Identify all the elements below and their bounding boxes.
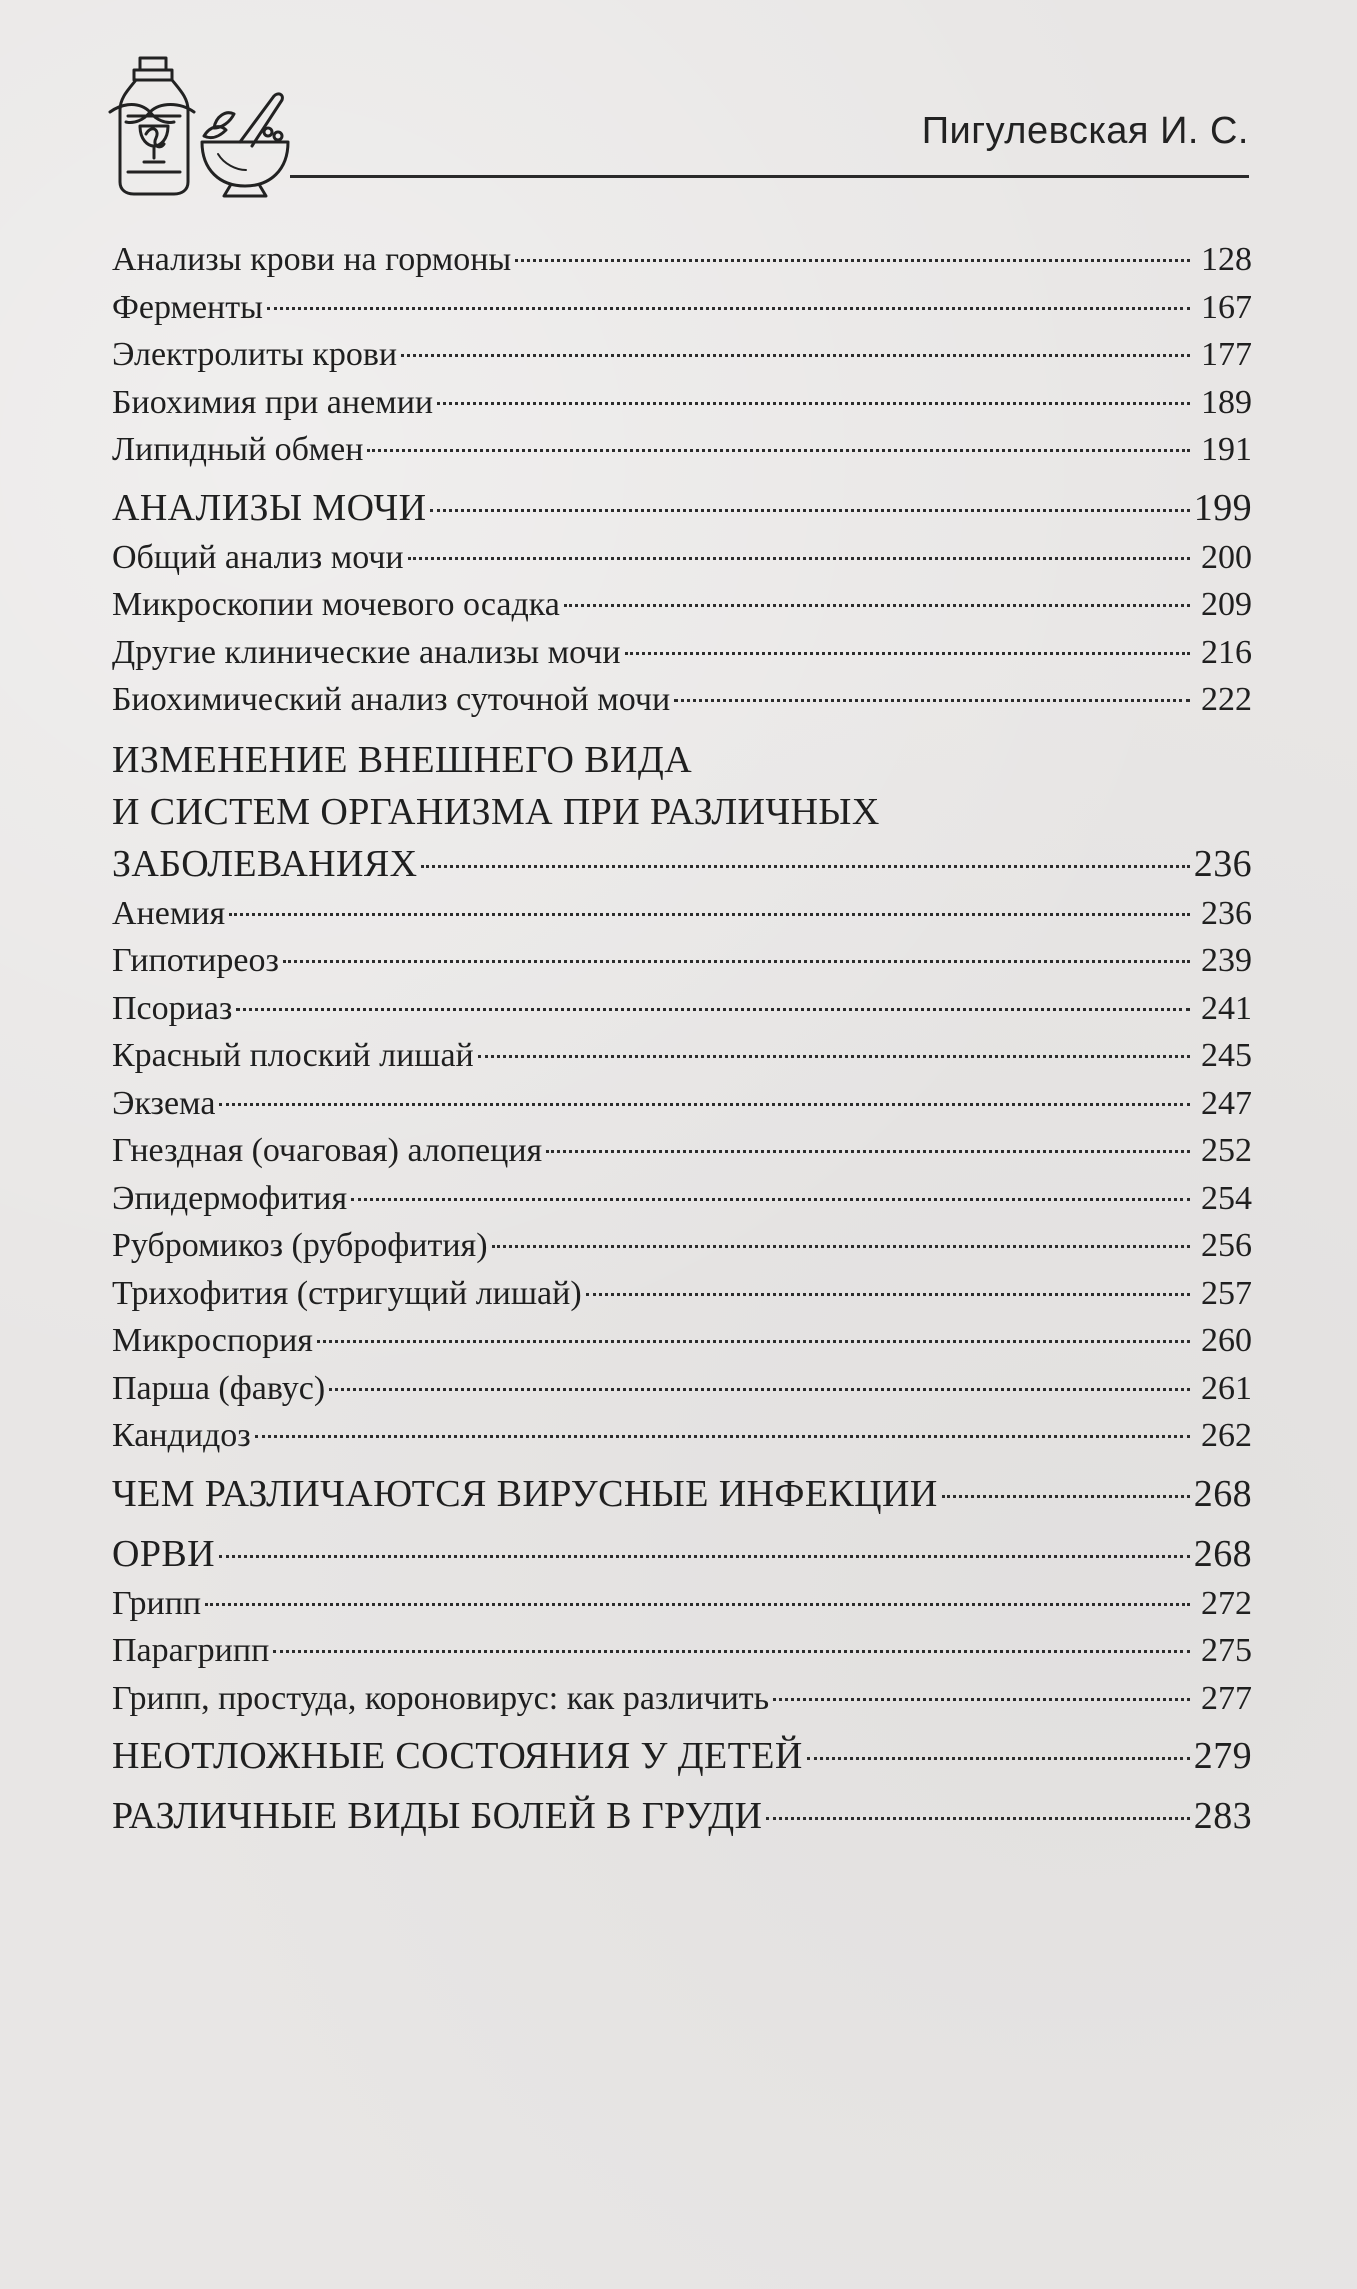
- toc-leader: [421, 865, 1189, 868]
- toc-item: [112, 1032, 1252, 1080]
- toc-item-title: Липидный обмен: [112, 431, 364, 468]
- toc-item-page: 256: [1201, 1227, 1252, 1264]
- toc-item-page: 236: [1201, 894, 1252, 932]
- toc-leader: [219, 1103, 1190, 1106]
- toc-leader: [255, 1435, 1190, 1438]
- toc-item: [112, 426, 1252, 474]
- toc-item-page: 245: [1201, 1037, 1252, 1074]
- toc-section-page: 236: [1193, 842, 1252, 885]
- toc-section-title: ЧЕМ РАЗЛИЧАЮТСЯ ВИРУСНЫЕ ИНФЕКЦИИ: [112, 1472, 938, 1515]
- toc-item-page: 128: [1201, 241, 1252, 278]
- toc-section-page: 283: [1193, 1795, 1252, 1837]
- toc-item-page: 261: [1201, 1369, 1252, 1407]
- toc-item-page: 257: [1201, 1274, 1252, 1312]
- toc-leader: [546, 1150, 1190, 1153]
- toc-leader: [766, 1817, 1189, 1820]
- toc-leader: [219, 1555, 1190, 1558]
- toc-leader: [437, 402, 1190, 405]
- toc-leader: [773, 1698, 1190, 1701]
- toc-section-title: ОРВИ: [112, 1532, 215, 1575]
- toc-item-title: Рубромикоз (руброфития): [112, 1227, 488, 1264]
- toc-leader: [942, 1495, 1190, 1498]
- toc-item-page: 252: [1201, 1132, 1252, 1169]
- toc-leader: [625, 652, 1190, 655]
- toc-section-last-line: [112, 838, 1252, 890]
- toc-item-page: 272: [1201, 1584, 1252, 1622]
- header-rule: [290, 175, 1249, 178]
- toc-item: [112, 331, 1252, 379]
- toc-leader: [478, 1055, 1190, 1058]
- toc-item-title: Псориаз: [112, 989, 233, 1027]
- toc-item: [112, 1412, 1252, 1460]
- toc-item: [112, 1317, 1252, 1365]
- toc-section-title: НЕОТЛОЖНЫЕ СОСТОЯНИЯ У ДЕТЕЙ: [112, 1735, 803, 1777]
- toc-section-title-line3: ЗАБОЛЕВАНИЯХ: [112, 842, 418, 885]
- toc-item-page: 177: [1201, 336, 1252, 373]
- toc-section-page: 279: [1193, 1735, 1252, 1777]
- toc-item-title: Кандидоз: [112, 1417, 251, 1454]
- toc-item-page: 167: [1201, 288, 1252, 326]
- toc-item-title: Парша (фавус): [112, 1369, 326, 1407]
- table-of-contents: [112, 236, 1252, 1842]
- toc-item: [112, 581, 1252, 629]
- toc-item: [112, 1270, 1252, 1318]
- toc-section: [112, 1730, 1252, 1782]
- toc-item: [112, 1080, 1252, 1128]
- toc-item-page: 260: [1201, 1322, 1252, 1359]
- toc-leader: [430, 509, 1189, 512]
- toc-item-title: Другие клинические анализы мочи: [112, 633, 621, 671]
- toc-leader: [586, 1293, 1190, 1296]
- toc-leader: [329, 1388, 1190, 1391]
- toc-item: [112, 890, 1252, 938]
- toc-item-title: Биохимия при анемии: [112, 383, 434, 421]
- toc-section: [112, 1790, 1252, 1842]
- toc-item-page: 277: [1201, 1679, 1252, 1717]
- toc-leader: [401, 354, 1190, 357]
- toc-item: [112, 236, 1252, 284]
- toc-item-title: Микроспория: [112, 1322, 313, 1359]
- toc-item: [112, 629, 1252, 677]
- toc-item-title: Красный плоский лишай: [112, 1037, 474, 1074]
- toc-section-page: 199: [1193, 486, 1252, 529]
- toc-leader: [807, 1757, 1190, 1760]
- toc-leader: [351, 1198, 1190, 1201]
- toc-item: [112, 534, 1252, 582]
- toc-item-title: Анемия: [112, 894, 226, 932]
- toc-section-multiline: [112, 734, 1252, 890]
- toc-item-page: 222: [1201, 681, 1252, 718]
- toc-item: [112, 1365, 1252, 1413]
- toc-item-page: 241: [1201, 989, 1252, 1027]
- toc-item-title: Ферменты: [112, 288, 263, 326]
- toc-item-page: 189: [1201, 383, 1252, 421]
- toc-item-title: Микроскопии мочевого осадка: [112, 586, 560, 623]
- toc-item: [112, 1675, 1252, 1723]
- toc-item-title: Общий анализ мочи: [112, 538, 404, 576]
- toc-item-page: 239: [1201, 942, 1252, 979]
- toc-item-page: 262: [1201, 1417, 1252, 1454]
- toc-leader: [229, 913, 1190, 916]
- toc-section-page: 268: [1193, 1532, 1252, 1575]
- toc-leader: [367, 449, 1190, 452]
- toc-leader: [283, 960, 1190, 963]
- toc-item: [112, 937, 1252, 985]
- toc-section: [112, 482, 1252, 534]
- toc-item-title: Анализы крови на гормоны: [112, 241, 512, 278]
- toc-item-page: 216: [1201, 633, 1252, 671]
- toc-item-page: 254: [1201, 1179, 1252, 1217]
- toc-item-title: Биохимический анализ суточной мочи: [112, 681, 671, 718]
- running-head-author: Пигулевская И. С.: [921, 110, 1249, 152]
- toc-item: [112, 284, 1252, 332]
- toc-section-page: 268: [1193, 1472, 1252, 1515]
- toc-item: [112, 676, 1252, 724]
- toc-leader: [515, 259, 1190, 262]
- toc-item: [112, 1127, 1252, 1175]
- toc-section-title-line1: ИЗМЕНЕНИЕ ВНЕШНЕГО ВИДА: [112, 738, 693, 781]
- toc-item-title: Парагрипп: [112, 1632, 270, 1669]
- toc-item: [112, 1580, 1252, 1628]
- toc-item-title: Грипп: [112, 1584, 202, 1622]
- toc-leader: [267, 307, 1190, 310]
- toc-item: [112, 1175, 1252, 1223]
- toc-section: [112, 1528, 1252, 1580]
- toc-section-title-line2: И СИСТЕМ ОРГАНИЗМА ПРИ РАЗЛИЧНЫХ: [112, 790, 880, 833]
- toc-leader: [273, 1650, 1190, 1653]
- toc-section: [112, 1468, 1252, 1520]
- toc-item-title: Грипп, простуда, короновирус: как различить: [112, 1679, 770, 1717]
- toc-leader: [492, 1245, 1190, 1248]
- toc-item: [112, 985, 1252, 1033]
- toc-leader: [236, 1008, 1190, 1011]
- toc-leader: [408, 557, 1190, 560]
- toc-item-page: 200: [1201, 538, 1252, 576]
- toc-leader: [205, 1603, 1190, 1606]
- toc-item-title: Эпидермофития: [112, 1179, 348, 1217]
- toc-item-title: Гнездная (очаговая) алопеция: [112, 1132, 543, 1169]
- toc-section-title: РАЗЛИЧНЫЕ ВИДЫ БОЛЕЙ В ГРУДИ: [112, 1795, 763, 1837]
- toc-item-title: Экзема: [112, 1084, 216, 1122]
- toc-item: [112, 379, 1252, 427]
- pharmacy-bottle-mortar-icon: [90, 38, 300, 203]
- toc-leader: [564, 604, 1190, 607]
- toc-item-page: 191: [1201, 431, 1252, 468]
- toc-item-page: 209: [1201, 586, 1252, 623]
- toc-leader: [317, 1340, 1190, 1343]
- toc-item-page: 247: [1201, 1084, 1252, 1122]
- toc-item: [112, 1627, 1252, 1675]
- toc-item-title: Электролиты крови: [112, 336, 398, 373]
- toc-leader: [674, 699, 1190, 702]
- toc-item-title: Гипотиреоз: [112, 942, 279, 979]
- toc-item-title: Трихофития (стригущий лишай): [112, 1274, 582, 1312]
- toc-item-page: 275: [1201, 1632, 1252, 1669]
- toc-section-title: АНАЛИЗЫ МОЧИ: [112, 486, 427, 529]
- toc-item: [112, 1222, 1252, 1270]
